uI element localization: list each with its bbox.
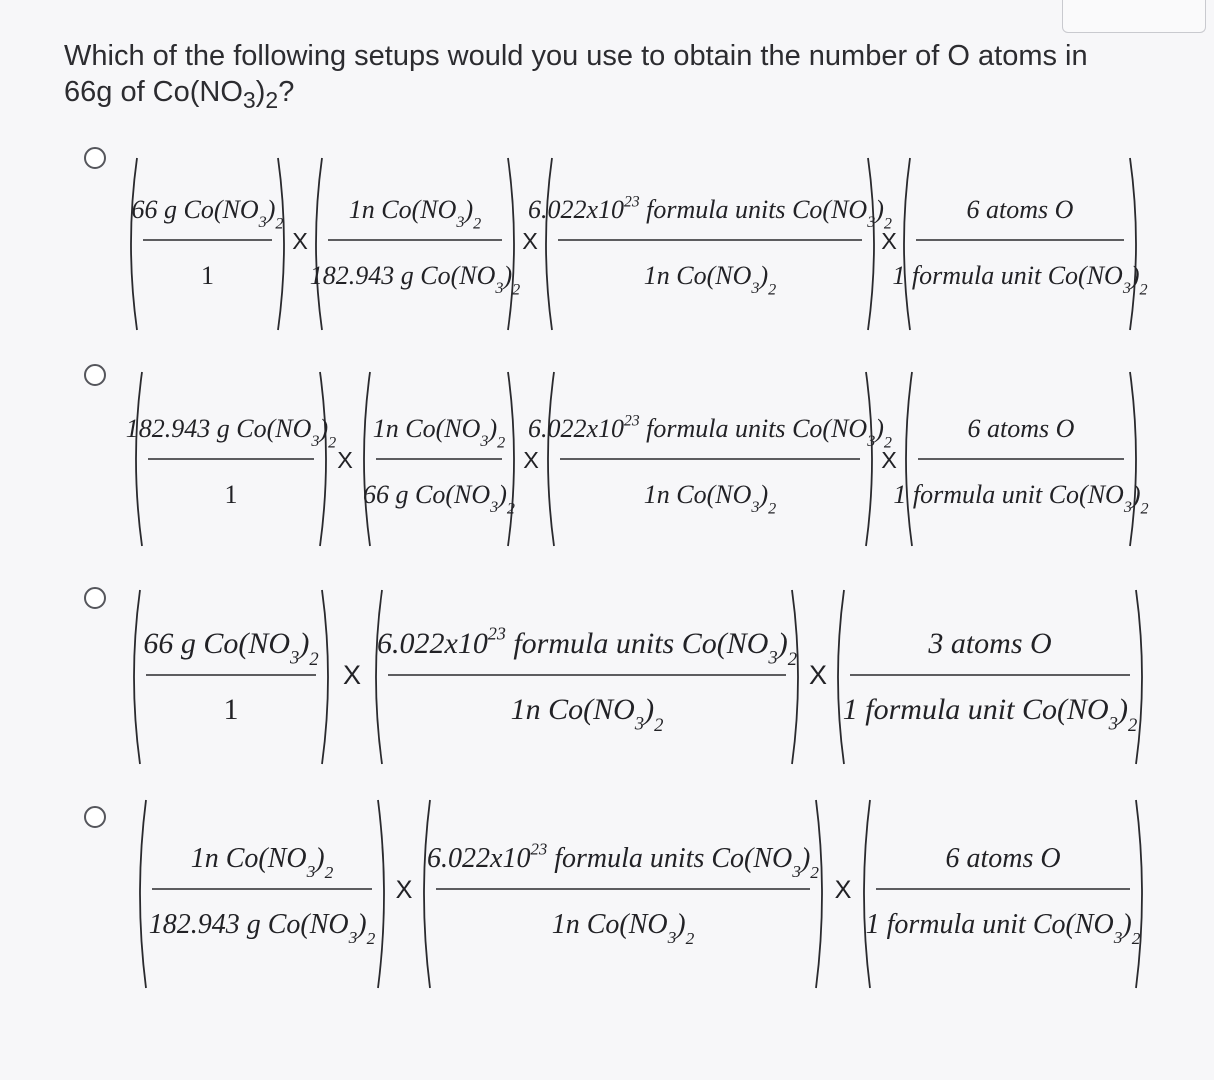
left-paren (131, 158, 137, 330)
svg-text:6 atoms O: 6 atoms O (967, 414, 1075, 443)
svg-text:1n Co(NO3)2: 1n $Co(NO_3)_2$ (372, 414, 506, 452)
times-sign: X (834, 876, 852, 904)
svg-text:1 formula unit Co(NO3)2: 1 formula unit $Co(NO_3)_2$ (842, 693, 1138, 736)
left-paren (864, 800, 870, 988)
svg-text:66 g Co(NO3)2: 66 g $Co(NO_3)_2$ (131, 195, 284, 233)
right-paren (320, 372, 326, 546)
option-1-setup (131, 158, 1148, 330)
times-sign: X (881, 228, 897, 254)
factor (838, 590, 1142, 764)
times-sign: X (522, 228, 538, 254)
svg-text:6 atoms O: 6 atoms O (966, 195, 1074, 224)
svg-text:66 g Co(NO3)2: 66 g $Co(NO_3)_2$ (363, 480, 515, 518)
right-paren (378, 800, 384, 988)
option-3-setup (134, 590, 1142, 764)
left-paren (316, 158, 322, 330)
svg-text:6 atoms O: 6 atoms O (945, 843, 1061, 874)
svg-text:1: 1 (223, 693, 239, 726)
times-sign: X (337, 447, 353, 473)
left-paren (904, 158, 910, 330)
factor (363, 372, 515, 546)
right-paren (1130, 372, 1136, 546)
left-paren (906, 372, 912, 546)
right-paren (1136, 800, 1142, 988)
left-paren (364, 372, 370, 546)
factor (528, 158, 892, 330)
factor (424, 800, 822, 988)
svg-text:1n Co(NO3)2: 1n $Co(NO_3)_2$ (190, 843, 334, 883)
svg-text:1 formula unit Co(NO3)2: 1 formula unit $Co(NO_3)_2$ (892, 261, 1148, 299)
svg-text:6.022x1023 formula units Co(NO: $6.022x10^{23}$ formula units $Co(NO_3)_2$ (528, 193, 892, 233)
right-paren (508, 372, 514, 546)
times-sign: X (881, 447, 897, 473)
factor (131, 158, 284, 330)
times-sign: X (395, 876, 413, 904)
option-4-radio[interactable] (84, 806, 106, 828)
right-paren (792, 590, 798, 764)
left-paren (838, 590, 844, 764)
svg-text:1 formula unit Co(NO3)2: 1 formula unit $Co(NO_3)_2$ (893, 480, 1149, 518)
factor (893, 372, 1148, 546)
left-paren (376, 590, 382, 764)
svg-text:1n Co(NO3)2: 1n $Co(NO_3)_2$ (510, 693, 664, 736)
right-paren (322, 590, 328, 764)
svg-text:3 atoms O: 3 atoms O (928, 627, 1052, 660)
factor (376, 590, 798, 764)
factor (134, 590, 328, 764)
factor (892, 158, 1147, 330)
right-paren (278, 158, 284, 330)
svg-text:6.022x1023 formula units Co(NO: $6.022x10^{23}$ formula units $Co(NO_3)_2$ (427, 839, 819, 883)
factor (310, 158, 520, 330)
right-paren (1130, 158, 1136, 330)
left-paren (140, 800, 146, 988)
times-sign: X (808, 660, 828, 690)
top-right-panel (1062, 0, 1206, 33)
times-sign: X (523, 447, 539, 473)
right-paren (816, 800, 822, 988)
times-sign: X (342, 660, 362, 690)
option-1-radio[interactable] (84, 147, 106, 169)
option-2-radio[interactable] (84, 364, 106, 386)
svg-text:1: 1 (201, 261, 214, 290)
left-paren (136, 372, 142, 546)
left-paren (546, 158, 552, 330)
svg-text:1 formula unit Co(NO3)2: 1 formula unit $Co(NO_3)_2$ (865, 909, 1141, 949)
svg-text:1: 1 (224, 480, 238, 509)
option-3-radio[interactable] (84, 587, 106, 609)
right-paren (1136, 590, 1142, 764)
factor (140, 800, 384, 988)
svg-text:182.943 g Co(NO3)2: 182.943 g $Co(NO_3)_2$ (125, 414, 337, 452)
factor (864, 800, 1142, 988)
option-4-setup (140, 800, 1142, 988)
option-2-setup (126, 372, 1149, 546)
left-paren (548, 372, 554, 546)
left-paren (424, 800, 430, 988)
svg-text:6.022x1023 formula units Co(NO: $6.022x10^{23}$ formula units $Co(NO_3)_2$ (528, 412, 892, 452)
svg-text:1n Co(NO3)2: 1n $Co(NO_3)_2$ (643, 480, 777, 518)
svg-text:182.943 g Co(NO3)2: 182.943 g $Co(NO_3)_2$ (309, 261, 521, 299)
svg-text:182.943 g Co(NO3)2: 182.943 g $Co(NO_3)_2$ (148, 909, 376, 949)
svg-text:6.022x1023 formula units Co(NO: $6.022x10^{23}$ formula units $Co(NO_3)_2$ (377, 623, 797, 670)
svg-text:66 g Co(NO3)2: 66 g $Co(NO_3)_2$ (143, 627, 319, 670)
times-sign: X (292, 228, 308, 254)
svg-text:1n Co(NO3)2: 1n $Co(NO_3)_2$ (643, 261, 777, 299)
right-paren (868, 158, 874, 330)
svg-text:1n Co(NO3)2: 1n $Co(NO_3)_2$ (551, 909, 695, 949)
factor (126, 372, 336, 546)
question-text: Which of the following setups would you use to obtain the number of O atoms in 66g of $Co(NO_3)_2$? (64, 40, 1088, 113)
right-paren (508, 158, 514, 330)
left-paren (134, 590, 140, 764)
svg-text:1n Co(NO3)2: 1n $Co(NO_3)_2$ (348, 195, 482, 233)
factor (528, 372, 892, 546)
right-paren (866, 372, 872, 546)
